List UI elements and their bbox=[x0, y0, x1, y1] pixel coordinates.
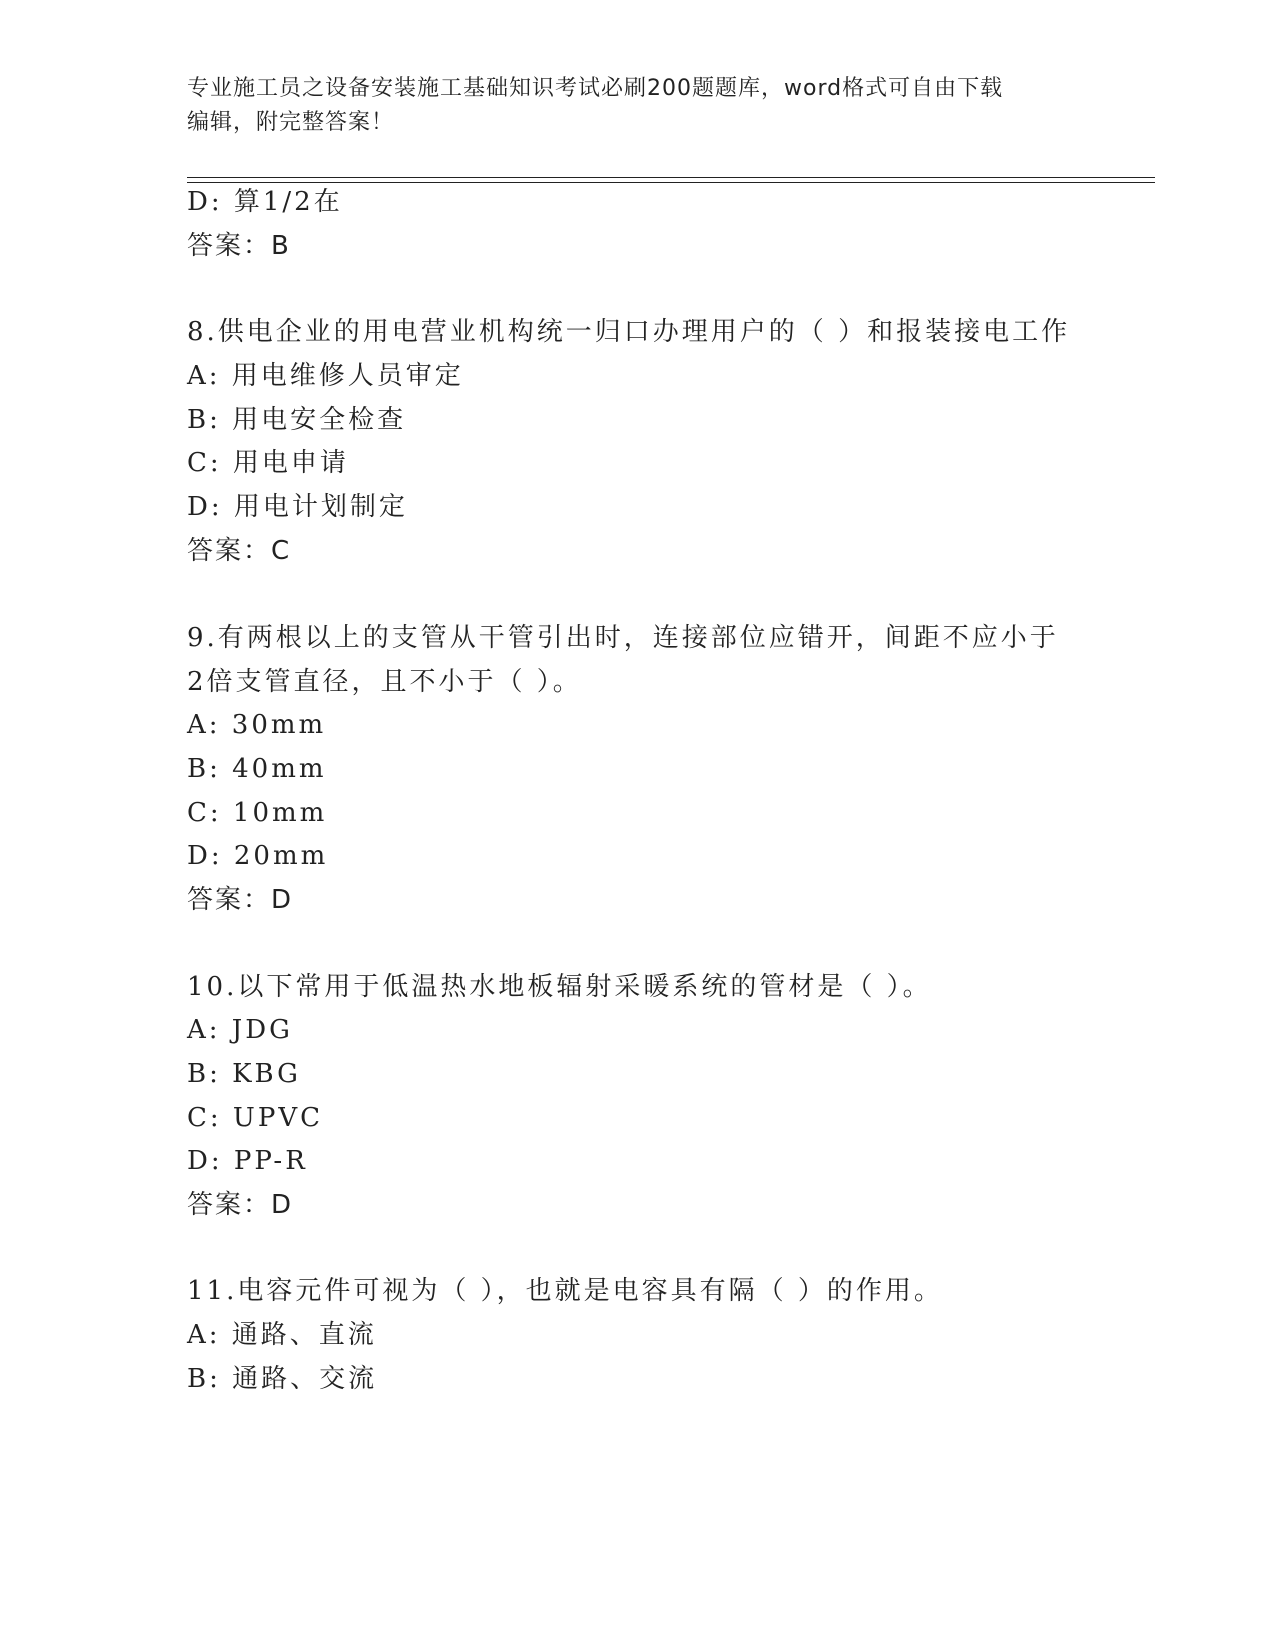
document-header bbox=[187, 72, 1067, 140]
question-8-option-b: B: 用电安全检查 bbox=[187, 405, 407, 435]
prev-question-option-d: D: 算1/2在 bbox=[187, 187, 343, 217]
question-10-option-b: B: KBG bbox=[187, 1059, 301, 1089]
question-9-stem-line-1: 9.有两根以上的支管从干管引出时，连接部位应错开，间距不应小于 bbox=[187, 623, 1059, 653]
question-9-option-d: D: 20mm bbox=[187, 841, 329, 871]
question-9-answer: 答案：D bbox=[187, 885, 294, 915]
question-11-option-a: A: 通路、直流 bbox=[187, 1320, 377, 1350]
question-11-stem: 11.电容元件可视为（ ），也就是电容具有隔（ ）的作用。 bbox=[187, 1276, 943, 1306]
question-8-option-c: C: 用电申请 bbox=[187, 448, 349, 478]
question-9-stem-line-2: 2倍支管直径，且不小于（ ）。 bbox=[187, 667, 582, 697]
prev-question-answer: 答案：B bbox=[187, 231, 291, 261]
question-8-option-a: A: 用电维修人员审定 bbox=[187, 361, 464, 391]
question-10-stem: 10.以下常用于低温热水地板辐射采暖系统的管材是（ ）。 bbox=[187, 972, 932, 1002]
question-11-option-b: B: 通路、交流 bbox=[187, 1364, 378, 1394]
header-line-1: 专业施工员之设备安装施工基础知识考试必刷200题题库，word格式可自由下载 bbox=[187, 76, 1004, 101]
question-8-option-d: D: 用电计划制定 bbox=[187, 492, 408, 522]
header-divider-top bbox=[187, 177, 1155, 178]
question-9-option-b: B: 40mm bbox=[187, 754, 327, 784]
question-9-option-a: A: 30mm bbox=[187, 710, 327, 740]
question-10-option-d: D: PP-R bbox=[187, 1146, 308, 1176]
header-divider-bottom bbox=[187, 182, 1155, 183]
question-10-answer: 答案：D bbox=[187, 1190, 294, 1220]
question-8-stem: 8.供电企业的用电营业机构统一归口办理用户的（ ）和报装接电工作 bbox=[187, 317, 1071, 347]
question-8-answer: 答案：C bbox=[187, 536, 292, 566]
question-9-option-c: C: 10mm bbox=[187, 798, 328, 828]
header-line-2: 编辑，附完整答案！ bbox=[187, 110, 395, 135]
question-10-option-a: A: JDG bbox=[187, 1015, 293, 1045]
question-10-option-c: C: UPVC bbox=[187, 1103, 323, 1133]
